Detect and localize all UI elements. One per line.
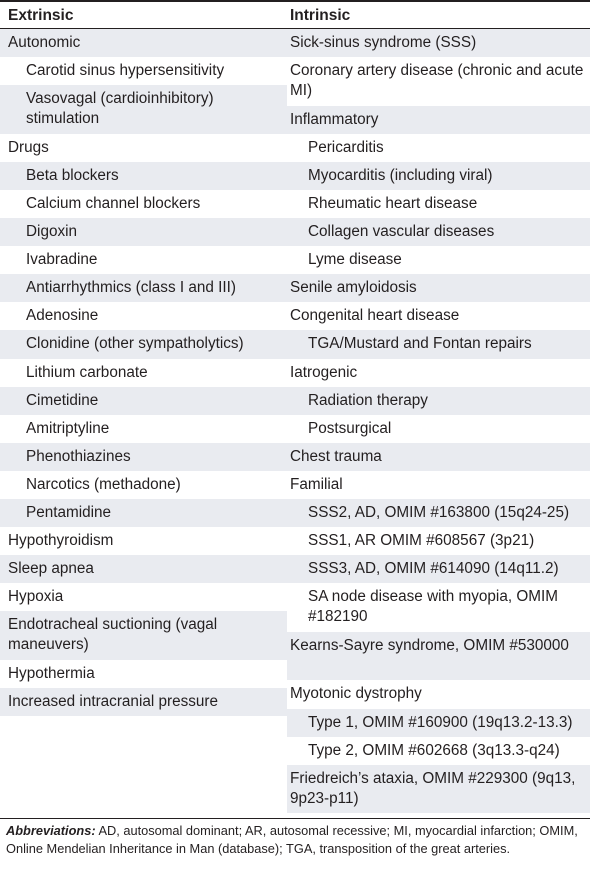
extrinsic-item: Pentamidine — [26, 504, 112, 521]
extrinsic-row — [0, 527, 287, 555]
extrinsic-column — [0, 29, 287, 716]
intrinsic-item: Type 2, OMIM #602668 (3q13.3-q24) — [308, 741, 560, 759]
intrinsic-item: Lyme disease — [308, 251, 402, 269]
extrinsic-row — [0, 134, 287, 162]
abbreviations-footnote — [0, 822, 590, 858]
intrinsic-item: Inflammatory — [290, 110, 379, 128]
intrinsic-row — [287, 387, 590, 415]
intrinsic-item: Friedreich’s ataxia, OMIM #229300 (9q13, 9p23-p11) — [290, 769, 576, 807]
extrinsic-item: Cimetidine — [26, 391, 99, 409]
intrinsic-item: Kearns-Sayre syndrome, OMIM #530000 — [290, 636, 569, 654]
extrinsic-row — [0, 359, 287, 387]
extrinsic-row — [0, 85, 287, 134]
extrinsic-row — [0, 555, 287, 583]
intrinsic-row — [287, 29, 590, 57]
intrinsic-item: SA node disease with myopia, OMIM #182190 — [308, 588, 558, 626]
intrinsic-column — [287, 29, 590, 813]
intrinsic-row — [287, 443, 590, 471]
extrinsic-row — [0, 274, 287, 302]
extrinsic-row — [0, 583, 287, 611]
extrinsic-item: Sleep apnea — [8, 560, 94, 578]
extrinsic-item: Ivabradine — [26, 251, 98, 269]
extrinsic-item: Clonidine (other sympatholytics) — [26, 335, 244, 353]
extrinsic-item: Vasovagal (cardioinhibitory) stimulation — [26, 90, 214, 128]
extrinsic-item: Calcium channel blockers — [26, 194, 201, 212]
extrinsic-row — [0, 246, 287, 274]
intrinsic-item: Postsurgical — [308, 419, 392, 437]
intrinsic-item: Pericarditis — [308, 138, 384, 156]
header-intrinsic: Intrinsic — [290, 7, 351, 24]
intrinsic-item: Iatrogenic — [290, 363, 358, 381]
intrinsic-item: Myotonic dystrophy — [290, 685, 422, 703]
extrinsic-row — [0, 387, 287, 415]
intrinsic-item: Radiation therapy — [308, 391, 428, 409]
intrinsic-row — [287, 330, 590, 358]
intrinsic-row — [287, 527, 590, 555]
intrinsic-item: Rheumatic heart disease — [308, 194, 478, 212]
extrinsic-row — [0, 611, 287, 660]
table-bottom-rule — [0, 818, 590, 819]
intrinsic-row — [287, 218, 590, 246]
extrinsic-item: Hypoxia — [8, 588, 64, 606]
extrinsic-row — [0, 471, 287, 499]
intrinsic-row — [287, 632, 590, 681]
extrinsic-item: Hypothyroidism — [8, 532, 114, 550]
intrinsic-item: SSS1, AR OMIM #608567 (3p21) — [308, 532, 535, 550]
intrinsic-item: Congenital heart disease — [290, 307, 460, 325]
table-header-row — [0, 0, 590, 29]
extrinsic-item: Drugs — [8, 138, 49, 156]
extrinsic-item: Lithium carbonate — [26, 363, 148, 381]
intrinsic-item: Type 1, OMIM #160900 (19q13.2-13.3) — [308, 713, 573, 731]
intrinsic-row — [287, 499, 590, 527]
intrinsic-row — [287, 106, 590, 134]
intrinsic-row — [287, 134, 590, 162]
intrinsic-item: SSS2, AD, OMIM #163800 (15q24-25) — [308, 504, 570, 521]
intrinsic-item: Myocarditis (including viral) — [308, 166, 493, 184]
intrinsic-row — [287, 680, 590, 708]
extrinsic-item: Amitriptyline — [26, 419, 110, 437]
extrinsic-item: Narcotics (methadone) — [26, 475, 181, 493]
extrinsic-item: Autonomic — [8, 34, 81, 51]
extrinsic-item: Phenothiazines — [26, 447, 131, 465]
abbreviations-label: Abbreviations: — [6, 823, 96, 838]
extrinsic-item: Increased intracranial pressure — [8, 693, 219, 711]
extrinsic-row — [0, 57, 287, 85]
extrinsic-row — [0, 190, 287, 218]
intrinsic-item: TGA/Mustard and Fontan repairs — [308, 335, 532, 353]
intrinsic-row — [287, 737, 590, 765]
extrinsic-row — [0, 330, 287, 358]
extrinsic-item: Endotracheal suctioning (vagal maneuvers) — [8, 616, 218, 654]
intrinsic-row — [287, 57, 590, 106]
header-extrinsic: Extrinsic — [8, 7, 74, 24]
extrinsic-row — [0, 218, 287, 246]
intrinsic-item: Coronary artery disease (chronic and acute MI) — [290, 62, 584, 100]
intrinsic-row — [287, 555, 590, 583]
intrinsic-item: Sick-sinus syndrome (SSS) — [290, 34, 477, 51]
extrinsic-item: Carotid sinus hypersensitivity — [26, 62, 225, 80]
extrinsic-item: Beta blockers — [26, 166, 119, 184]
extrinsic-item: Hypothermia — [8, 664, 95, 682]
intrinsic-row — [287, 274, 590, 302]
extrinsic-row — [0, 29, 287, 57]
extrinsic-row — [0, 415, 287, 443]
intrinsic-item: SSS3, AD, OMIM #614090 (14q11.2) — [308, 560, 559, 578]
intrinsic-row — [287, 162, 590, 190]
extrinsic-row — [0, 688, 287, 716]
extrinsic-row — [0, 302, 287, 330]
intrinsic-row — [287, 415, 590, 443]
intrinsic-row — [287, 359, 590, 387]
extrinsic-row — [0, 443, 287, 471]
intrinsic-item: Chest trauma — [290, 447, 382, 465]
extrinsic-item: Digoxin — [26, 223, 78, 241]
extrinsic-item: Antiarrhythmics (class I and III) — [26, 279, 236, 297]
intrinsic-row — [287, 190, 590, 218]
extrinsic-item: Adenosine — [26, 307, 99, 325]
intrinsic-row — [287, 302, 590, 330]
intrinsic-row — [287, 246, 590, 274]
extrinsic-row — [0, 162, 287, 190]
intrinsic-row — [287, 471, 590, 499]
intrinsic-item: Familial — [290, 475, 343, 493]
extrinsic-row — [0, 499, 287, 527]
intrinsic-row — [287, 709, 590, 737]
abbreviations-text: AD, autosomal dominant; AR, autosomal recessive; MI, myocardial infarction; OMIM, Online Mendelian Inheritance in Man (database); TGA, transposition of the great arteries. — [6, 823, 578, 856]
intrinsic-item: Senile amyloidosis — [290, 279, 417, 297]
intrinsic-item: Collagen vascular diseases — [308, 223, 495, 241]
intrinsic-row — [287, 583, 590, 632]
extrinsic-row — [0, 660, 287, 688]
intrinsic-row — [287, 765, 590, 814]
